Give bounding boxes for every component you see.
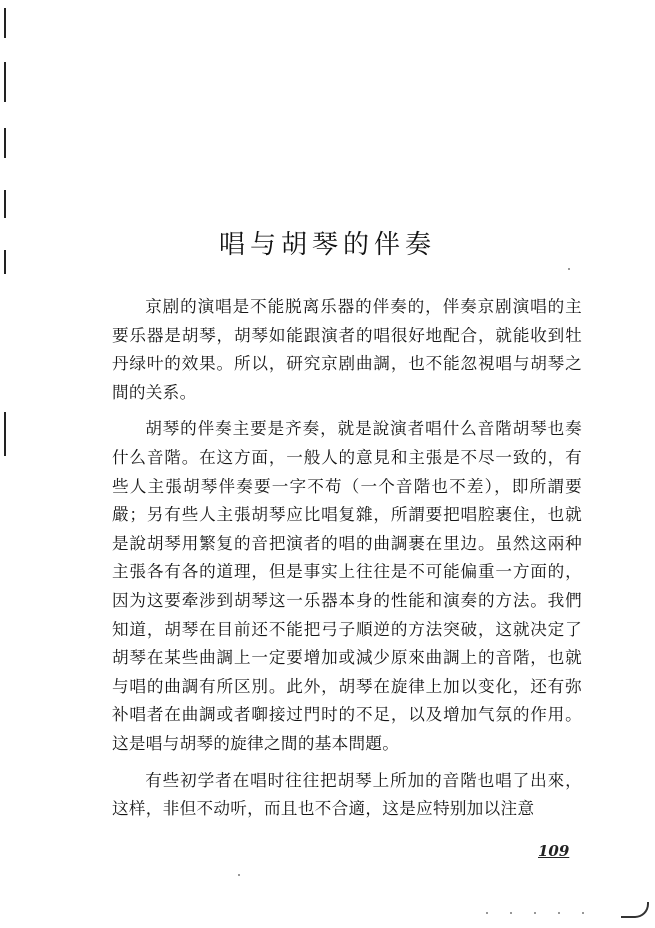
paragraph: 京剧的演唱是不能脱离乐器的伴奏的，伴奏京剧演唱的主要乐器是胡琴，胡琴如能跟演者的唱很好地配合，就能收到牡丹绿叶的效果。所以，研究京剧曲調，也不能忽視唱与胡琴之間的关系。 (112, 297, 582, 402)
paragraph: 有些初学者在唱时往往把胡琴上所加的音階也唱了出來，这样，非但不动听，而且也不合適，这是应特别加以注意 (112, 770, 582, 819)
binding-edge-mark (4, 190, 6, 218)
page-corner-curl (621, 902, 649, 918)
chapter-title: 唱与胡琴的伴奏 (218, 230, 436, 260)
binding-edge-mark (4, 62, 6, 102)
scan-speck (558, 912, 560, 914)
scan-speck (582, 912, 584, 914)
page-number: 109 (538, 842, 570, 860)
scan-speck (534, 912, 536, 914)
scan-speck (510, 912, 512, 914)
binding-edge-mark (4, 128, 6, 158)
scan-speck (238, 874, 240, 876)
paragraph: 胡琴的伴奏主要是齐奏，就是說演者唱什么音階胡琴也奏什么音階。在这方面，一般人的意見和主張是不尽一致的，有些人主張胡琴伴奏要一字不苟（一个音階也不差），即所謂要嚴；另有些人主張胡琴应比唱复雜，所謂要把唱腔裹住，也就是說胡琴用繁复的音把演者的唱的曲調裹在里边。虽然这兩种主張各有各的道理，但是事实上往往是不可能偏重一方面的，因为这要牽涉到胡琴这一乐器本身的性能和演奏的方法。我們知道，胡琴在目前还不能把弓子順逆的方法突破，这就决定了胡琴在某些曲調上一定要增加或減少原來曲調上的音階，也就与唱的曲調有所区別。此外，胡琴在旋律上加以变化，还有弥补唱者在曲調或者啣接过門时的不足，以及增加气氛的作用。这是唱与胡琴的旋律之間的基本問題。 (112, 419, 582, 753)
scan-speck (568, 268, 570, 270)
scan-speck (486, 912, 488, 914)
binding-edge-mark (4, 412, 6, 456)
body-text (112, 293, 582, 832)
binding-edge-mark (4, 8, 6, 38)
